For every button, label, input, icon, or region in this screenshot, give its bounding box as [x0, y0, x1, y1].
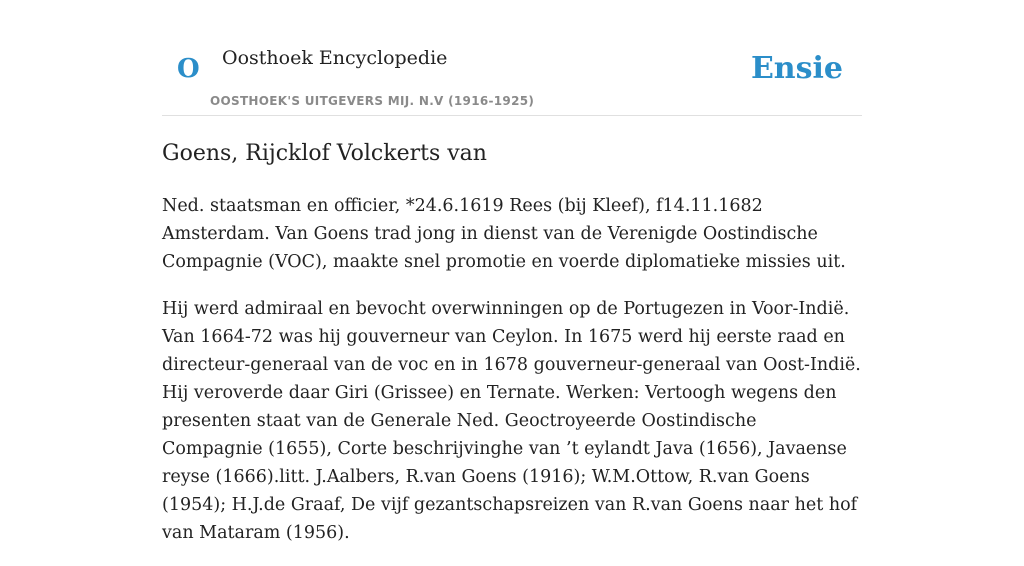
page-header: [162, 0, 862, 116]
entry-paragraph: Ned. staatsman en officier, *24.6.1619 Rees (bij Kleef), f14.11.1682 Amsterdam. Van Goens trad jong in dienst van de Verenigde Oostindische Compagnie (VOC), maakte snel promotie en voerde diplomatieke missies uit.: [162, 196, 846, 272]
entry-body: [162, 192, 862, 566]
source-title-link[interactable]: Oosthoek Encyclopedie: [222, 47, 448, 69]
entry-paragraph: Hij werd admiraal en bevocht overwinningen op de Portugezen in Voor-Indië. Van 1664-72 was hij gouverneur van Ceylon. In 1675 werd hij eerste raad en directeur-generaal van de voc en in 1678 gouverneur-generaal van Oost-Indië. Hij veroverde daar Giri (Grissee) en Ternate. Werken: Vertoogh wegens den presenten staat van de Generale Ned. Geoctroyeerde Oostindische Compagnie (1655), Corte beschrijvinghe van ’t eylandt Java (1656), Javaense reyse (1666).litt. J.Aalbers, R.van Goens (1916); W.M.Ottow, R.van Goens (1954); H.J.de Graaf, De vijf gezantschapsreizen van R.van Goens naar het hof van Mataram (1956).: [162, 299, 861, 543]
publisher-label: OOSTHOEK'S UITGEVERS MIJ. N.V (1916-1925): [210, 94, 535, 108]
entry-title: Goens, Rijcklof Volckerts van: [162, 141, 487, 166]
source-logo[interactable]: O: [177, 54, 200, 84]
page-container: [162, 0, 862, 543]
site-logo-link[interactable]: Ensie: [750, 51, 843, 86]
